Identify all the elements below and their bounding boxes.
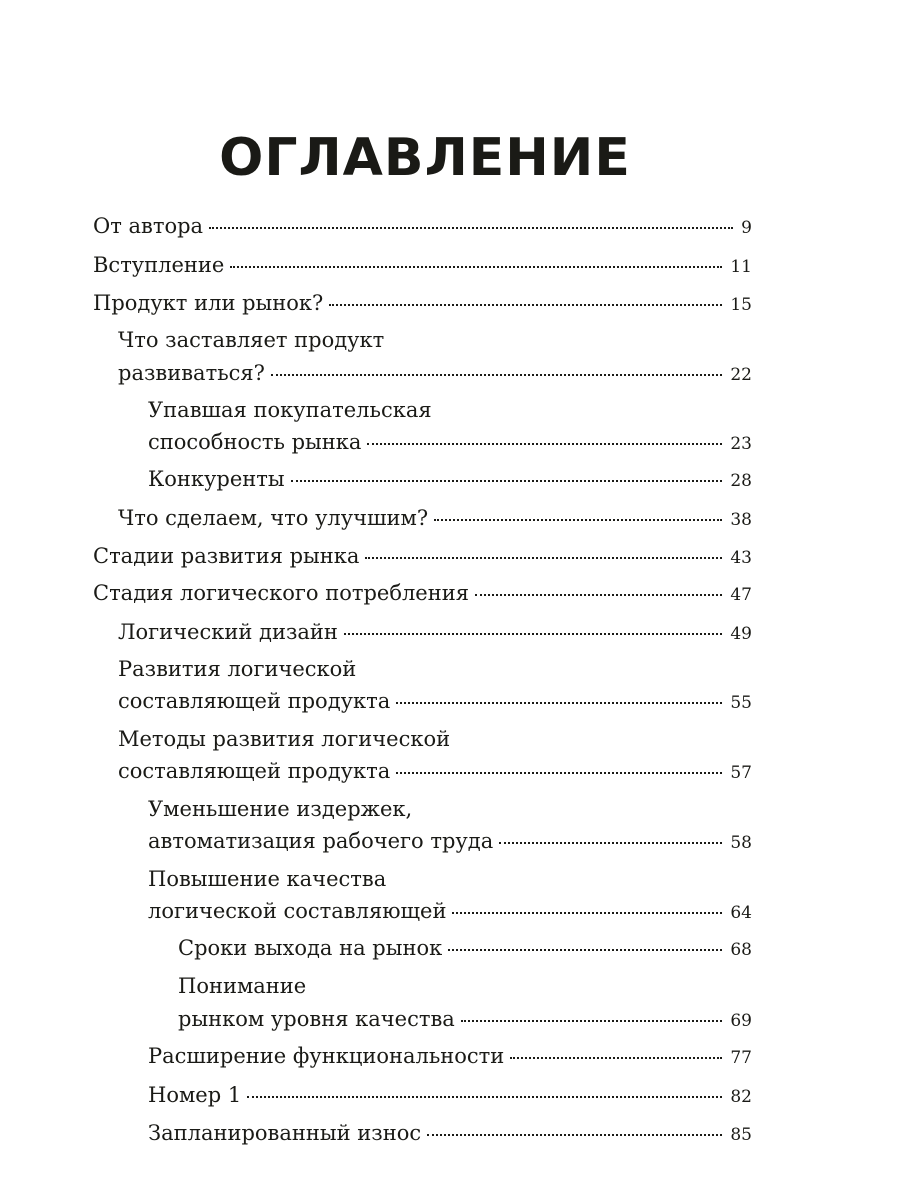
toc-leader-dots <box>367 443 722 445</box>
toc-entry <box>148 1120 752 1148</box>
toc-page-number: 28 <box>730 471 752 491</box>
toc-entry-title: Вступление <box>93 253 225 277</box>
toc-entry-title: Номер 1 <box>148 1083 242 1107</box>
toc-entry-title: Конкуренты <box>148 467 285 491</box>
toc-entry-title-line1: Упавшая покупательская <box>148 398 432 422</box>
toc-entry-title: Запланированный износ <box>148 1121 422 1145</box>
toc-entry <box>148 828 752 856</box>
toc-leader-dots <box>461 1020 723 1022</box>
toc-page-number: 9 <box>741 218 752 238</box>
toc-entry <box>178 1006 752 1034</box>
toc-entry-title-line1: Что заставляет продукт <box>118 328 385 352</box>
page-title: ОГЛАВЛЕНИЕ <box>219 128 631 188</box>
toc-entry <box>148 466 752 494</box>
toc-leader-dots <box>452 912 722 914</box>
toc-entry <box>118 619 752 647</box>
toc-page-number: 23 <box>730 434 752 454</box>
toc-page-number: 22 <box>730 365 752 385</box>
toc-page-number: 43 <box>730 548 752 568</box>
toc-entry-title: рынком уровня качества <box>178 1007 455 1031</box>
toc-entry <box>93 213 752 241</box>
toc-page-number: 38 <box>730 510 752 530</box>
toc-entry-title-line1: Уменьшение издержек, <box>148 797 413 821</box>
toc-entry <box>118 758 752 786</box>
toc-page-number: 15 <box>730 295 752 315</box>
toc-leader-dots <box>499 842 722 844</box>
toc-page-number: 49 <box>730 624 752 644</box>
toc-entry <box>93 290 752 318</box>
toc-leader-dots <box>448 949 722 951</box>
toc-entry <box>148 429 752 457</box>
toc-page-number: 11 <box>730 257 752 277</box>
toc-page-number: 58 <box>730 833 752 853</box>
toc-leader-dots <box>247 1096 722 1098</box>
toc-entry-title: составляющей продукта <box>118 689 391 713</box>
toc-leader-dots <box>475 594 722 596</box>
toc-entry-title: От автора <box>93 214 204 238</box>
toc-entry <box>118 505 752 533</box>
toc-entry <box>148 1082 752 1110</box>
toc-entry-title: Продукт или рынок? <box>93 291 324 315</box>
toc-leader-dots <box>510 1057 722 1059</box>
toc-entry-title: Расширение функциональности <box>148 1044 505 1068</box>
toc-entry <box>93 252 752 280</box>
toc-entry-title-line1: Повышение качества <box>148 867 387 891</box>
toc-entry <box>118 360 752 388</box>
toc-page-number: 55 <box>730 693 752 713</box>
toc-entry <box>118 688 752 716</box>
toc-entry-title: составляющей продукта <box>118 759 391 783</box>
toc-entry-title: Сроки выхода на рынок <box>178 936 443 960</box>
toc-entry-title: Логический дизайн <box>118 620 338 644</box>
toc-entry <box>93 543 752 571</box>
toc-leader-dots <box>434 519 722 521</box>
toc-entry <box>148 898 752 926</box>
toc-entry-title: Что сделаем, что улучшим? <box>118 506 429 530</box>
toc-page-number: 57 <box>730 763 752 783</box>
toc-page-number: 68 <box>730 940 752 960</box>
toc-page-number: 64 <box>730 903 752 923</box>
toc-entry-title: развиваться? <box>118 361 265 385</box>
toc-leader-dots <box>291 480 723 482</box>
toc-page-number: 47 <box>730 585 752 605</box>
toc-leader-dots <box>427 1134 722 1136</box>
toc-entry-title: логической составляющей <box>148 899 447 923</box>
toc-leader-dots <box>329 304 722 306</box>
toc-entry-title-line1: Методы развития логической <box>118 727 451 751</box>
toc-entry-title: автоматизация рабочего труда <box>148 829 494 853</box>
toc-entry-title: Стадии развития рынка <box>93 544 360 568</box>
toc-entry <box>148 1043 752 1071</box>
toc-leader-dots <box>344 633 722 635</box>
toc-leader-dots <box>230 266 722 268</box>
toc-entry-title-line1: Развития логической <box>118 657 357 681</box>
toc-leader-dots <box>396 702 722 704</box>
toc-page-number: 82 <box>730 1087 752 1107</box>
toc-page-number: 77 <box>730 1048 752 1068</box>
toc-entry <box>178 935 752 963</box>
toc-leader-dots <box>365 557 722 559</box>
toc-entry-title: Стадия логического потребления <box>93 581 469 605</box>
toc-entry-title: способность рынка <box>148 430 362 454</box>
toc-leader-dots <box>209 227 733 229</box>
toc-leader-dots <box>271 374 722 376</box>
toc-leader-dots <box>396 772 722 774</box>
toc-page-number: 85 <box>730 1125 752 1145</box>
toc-entry <box>93 580 752 608</box>
toc-entry-title-line1: Понимание <box>178 974 307 998</box>
toc-page-number: 69 <box>730 1011 752 1031</box>
